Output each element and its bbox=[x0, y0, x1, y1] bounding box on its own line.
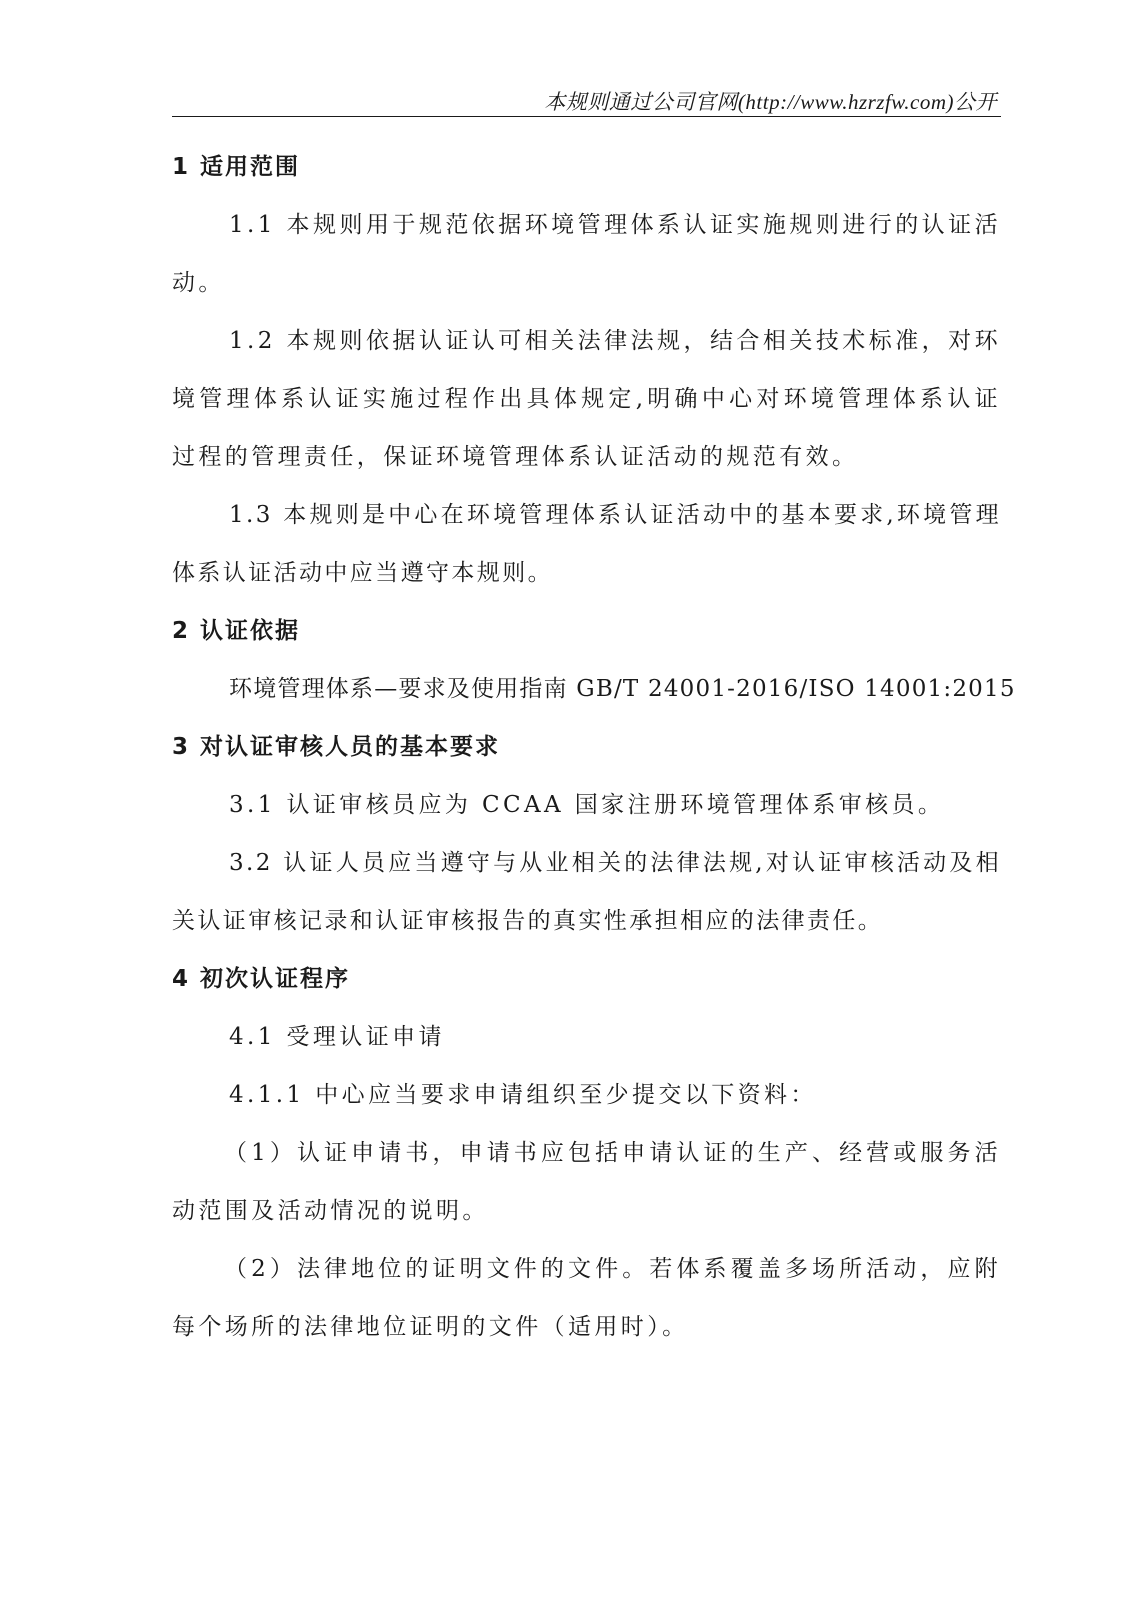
header-text: 本规则通过公司官网(http://www.hzrzfw.com)公开 bbox=[544, 90, 997, 114]
paragraph-1-3: 1.3 本规则是中心在环境管理体系认证活动中的基本要求,环境管理体系认证活动中应当遵守本规则。 bbox=[172, 502, 1001, 586]
paragraph-1-2: 1.2 本规则依据认证认可相关法律法规，结合相关技术标准，对环境管理体系认证实施过程作出具体规定,明确中心对环境管理体系认证过程的管理责任，保证环境管理体系认证活动的规范有效。 bbox=[172, 328, 1001, 470]
section-heading-auditor-requirements: 3 对认证审核人员的基本要求 bbox=[172, 734, 501, 760]
section-heading-scope: 1 适用范围 bbox=[172, 154, 301, 180]
document-body bbox=[172, 138, 1016, 1356]
paragraph-standard: 环境管理体系—要求及使用指南 GB/T 24001-2016/ISO 14001:2015 bbox=[229, 676, 1016, 702]
paragraph-item-2: （2）法律地位的证明文件的文件。若体系覆盖多场所活动，应附每个场所的法律地位证明的文件（适用时）。 bbox=[172, 1256, 1001, 1340]
paragraph-4-1: 4.1 受理认证申请 bbox=[229, 1024, 445, 1050]
paragraph-4-1-1: 4.1.1 中心应当要求申请组织至少提交以下资料： bbox=[229, 1082, 817, 1108]
section-heading-basis: 2 认证依据 bbox=[172, 618, 301, 644]
paragraph-3-1: 3.1 认证审核员应为 CCAA 国家注册环境管理体系审核员。 bbox=[229, 792, 945, 818]
paragraph-item-1: （1）认证申请书，申请书应包括申请认证的生产、经营或服务活动范围及活动情况的说明。 bbox=[172, 1140, 1001, 1224]
section-heading-initial-certification: 4 初次认证程序 bbox=[172, 966, 351, 992]
paragraph-1-1: 1.1 本规则用于规范依据环境管理体系认证实施规则进行的认证活动。 bbox=[172, 212, 1001, 296]
paragraph-3-2: 3.2 认证人员应当遵守与从业相关的法律法规,对认证审核活动及相关认证审核记录和认证审核报告的真实性承担相应的法律责任。 bbox=[172, 850, 1001, 934]
page-header bbox=[172, 78, 1001, 117]
